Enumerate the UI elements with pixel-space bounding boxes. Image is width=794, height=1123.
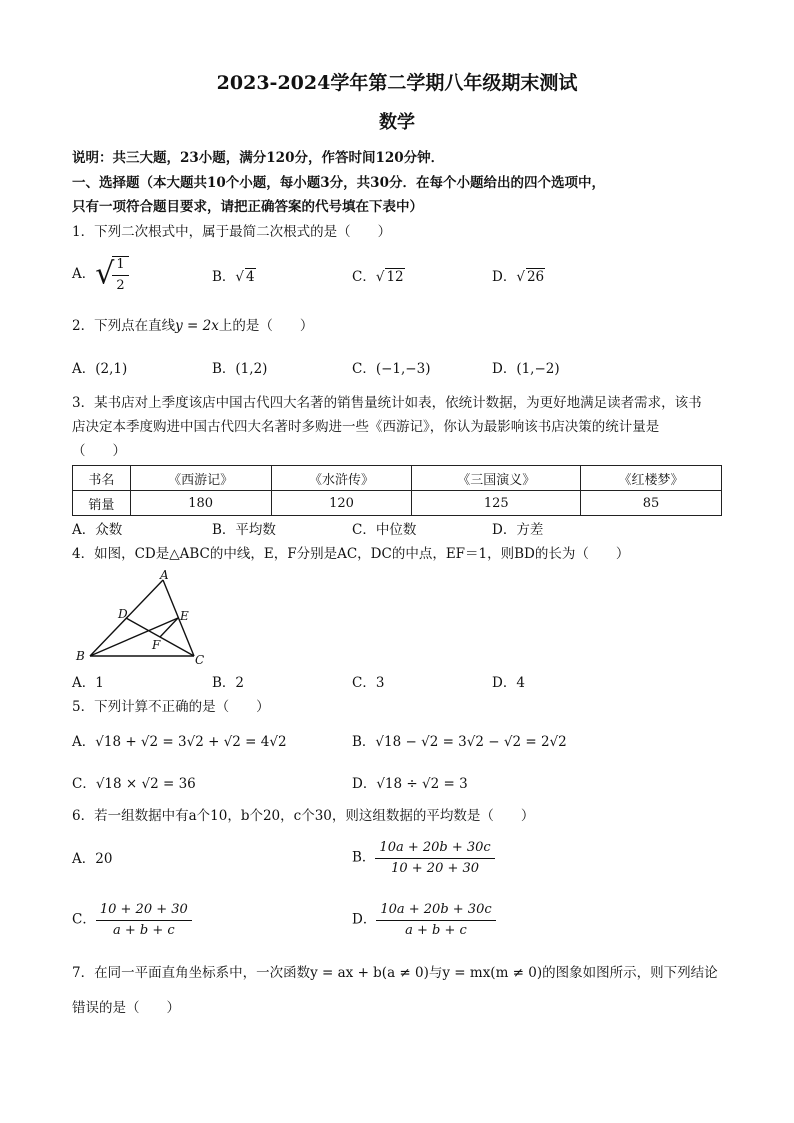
question-2-option-d: D．(1,−2)	[492, 361, 560, 377]
section-heading-line1: 一、选择题（本大题共10个小题，每小题3分，共30分．在每个小题给出的四个选项中，	[72, 175, 605, 191]
question-5-option-d: D．√18 ÷ √2 = 3	[352, 776, 468, 792]
point-label-f: F	[152, 638, 161, 652]
question-4-option-b: B．2	[212, 675, 245, 691]
question-1-option-b	[212, 268, 256, 285]
question-2-option-a: A．(2,1)	[72, 361, 128, 377]
option-label: C．	[352, 269, 376, 285]
question-5-option-b: B．√18 − √2 = 3√2 − √2 = 2√2	[352, 734, 567, 750]
table-header-row	[73, 466, 722, 491]
question-5-option-a: A．√18 + √2 = 3√2 + √2 = 4√2	[72, 734, 287, 750]
radicand: 12	[386, 269, 404, 285]
question-6-option-d	[352, 902, 496, 938]
exam-instructions: 说明：共三大题，23小题，满分120分，作答时间120分钟．	[72, 150, 445, 166]
question-6-stem: 6．若一组数据中有a个10，b个20，c个30，则这组数据的平均数是（ ）	[72, 808, 535, 824]
section-heading-line2: 只有一项符合题目要求，请把正确答案的代号填在下表中）	[72, 199, 423, 215]
edge-ac	[163, 580, 194, 656]
question-6-option-a: A．20	[72, 851, 113, 867]
table-cell: 《红楼梦》	[581, 466, 722, 491]
numerator: 10 + 20 + 30	[96, 902, 192, 921]
fraction	[112, 256, 128, 293]
fraction	[376, 902, 495, 938]
question-4-option-d: D．4	[492, 675, 525, 691]
vertex-label-c: C	[195, 653, 205, 667]
question-2-option-b: B．(1,2)	[212, 361, 268, 377]
radical-sign: √	[235, 269, 245, 285]
question-3-option-d: D．方差	[492, 522, 544, 538]
page-title: 2023-2024学年第二学期八年级期末测试	[216, 72, 578, 94]
option-label: D．	[492, 269, 517, 285]
table-row	[73, 491, 722, 516]
equation: y = 2x	[175, 318, 219, 334]
stem-text: 上的是（ ）	[218, 318, 314, 334]
question-3-option-a: A．众数	[72, 522, 123, 538]
question-3-stem-line3: （ ）	[72, 443, 126, 459]
stem-text: 2．下列点在直线	[72, 318, 176, 334]
segment-be	[90, 618, 178, 656]
question-7-stem-line2: 错误的是（ ）	[72, 1000, 180, 1016]
table-cell: 《西游记》	[130, 466, 271, 491]
question-5-stem: 5．下列计算不正确的是（ ）	[72, 699, 270, 715]
table-cell: 书名	[73, 466, 131, 491]
question-3-stem-line2: 店决定本季度购进中国古代四大名著时多购进一些《西游记》，你认为最影响该书店决策的统计量是	[72, 419, 660, 435]
denominator: 10 + 20 + 30	[391, 860, 480, 876]
radical-sign: √	[95, 256, 115, 292]
table-cell: 125	[412, 491, 581, 516]
question-6-option-c	[72, 902, 192, 938]
numerator: 1	[112, 257, 128, 276]
option-label: C．	[72, 911, 96, 928]
point-label-e: E	[180, 609, 189, 623]
triangle-figure	[72, 570, 222, 670]
question-7-stem-line1: 7．在同一平面直角坐标系中，一次函数y = ax + b(a ≠ 0)与y = mx(m ≠ 0)的图象如图所示，则下列结论	[72, 965, 718, 981]
vertex-label-a: A	[160, 570, 169, 582]
table-cell: 85	[581, 491, 722, 516]
numerator: 10a + 20b + 30c	[375, 840, 494, 859]
option-label: B．	[352, 849, 376, 866]
question-1-option-c	[352, 268, 405, 285]
question-1-option-d	[492, 268, 545, 285]
table-cell: 《三国演义》	[412, 466, 581, 491]
denominator: a + b + c	[405, 922, 467, 938]
fraction	[96, 902, 192, 938]
subject-title: 数学	[379, 112, 415, 133]
question-2-stem	[72, 318, 313, 334]
option-label: D．	[352, 911, 377, 928]
segment-ef	[160, 618, 178, 637]
radical-sign: √	[375, 269, 385, 285]
radical-sign: √	[516, 269, 525, 285]
question-6-option-b	[352, 840, 495, 876]
question-3-stem-line1: 3．某书店对上季度该店中国古代四大名著的销售量统计如表，依统计数据，为更好地满足读者需求，该书	[72, 395, 702, 411]
option-label: B．	[212, 269, 236, 285]
question-3-option-c: C．中位数	[352, 522, 417, 538]
table-cell: 180	[130, 491, 271, 516]
point-label-d: D	[118, 607, 128, 621]
question-4-stem: 4．如图，CD是△ABC的中线，E，F分别是AC，DC的中点，EF＝1，则BD的长为（ ）	[72, 546, 630, 562]
question-2-option-c: C．(−1,−3)	[352, 361, 431, 377]
denominator: a + b + c	[112, 922, 175, 938]
question-1-option-a	[72, 256, 129, 293]
table-cell: 《水浒传》	[271, 466, 412, 491]
question-3-option-b: B．平均数	[212, 522, 276, 538]
vertex-label-b: B	[76, 649, 85, 663]
option-label: A．	[72, 266, 96, 283]
table-cell: 120	[271, 491, 412, 516]
sales-table	[72, 465, 722, 516]
fraction	[375, 840, 494, 876]
question-4-option-a: A．1	[72, 675, 104, 691]
question-4-option-c: C．3	[352, 675, 385, 691]
radicand: 26	[526, 269, 545, 285]
question-1-stem: 1．下列二次根式中，属于最简二次根式的是（ ）	[72, 224, 392, 240]
table-cell: 销量	[73, 491, 131, 516]
radicand: 4	[246, 269, 255, 285]
question-5-option-c: C．√18 × √2 = 36	[72, 776, 196, 792]
denominator: 2	[116, 277, 125, 293]
numerator: 10a + 20b + 30c	[376, 902, 495, 921]
